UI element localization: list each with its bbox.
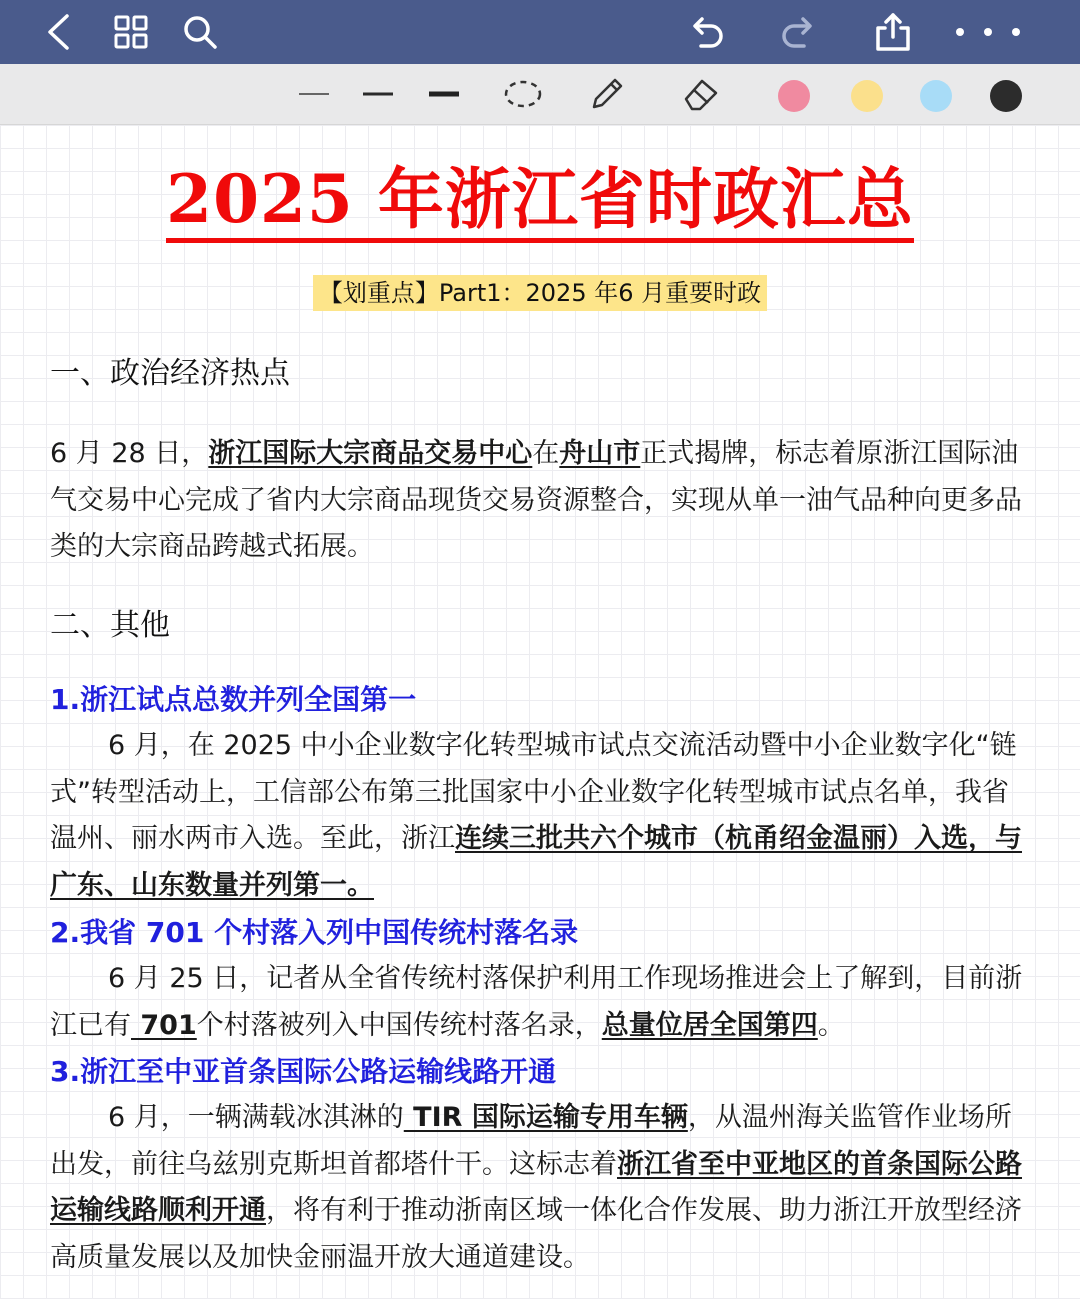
back-icon[interactable] [38, 12, 78, 52]
pink-color-swatch[interactable] [778, 80, 810, 112]
item3-title: 3.浙江至中亚首条国际公路运输线路开通 [50, 1055, 557, 1088]
document-title: 2025 年浙江省时政汇总 [0, 160, 1080, 238]
yellow-color-swatch[interactable] [851, 80, 883, 112]
grid-icon[interactable] [111, 12, 151, 52]
black-color-swatch[interactable] [990, 80, 1022, 112]
drawing-toolbar [0, 64, 1080, 125]
item2-paragraph: 6 月 25 日，记者从全省传统村落保护利用工作现场推进会上了解到，目前浙江已有 701个村落被列入中国传统村落名录，总量位居全国第四。 [50, 963, 1023, 1041]
medium-line-icon[interactable] [362, 74, 394, 114]
top-navigation-bar [0, 0, 1080, 64]
section1-heading: 一、政治经济热点 [50, 356, 290, 391]
note-page[interactable] [0, 125, 1080, 1299]
item1-paragraph: 6 月，在 2025 中小企业数字化转型城市试点交流活动暨中小企业数字化“链式”转型活动上，工信部公布第三批国家中小企业数字化转型城市试点名单，我省温州、丽水两市入选。至此，浙江连续三批共六个城市（杭甬绍金温丽）入选，与广东、山东数量并列第一。 [50, 730, 1022, 901]
eraser-icon[interactable] [680, 74, 722, 114]
highlighted-subtitle: 【划重点】Part1：2025 年6 月重要时政 [313, 275, 767, 311]
lasso-icon[interactable] [502, 74, 544, 114]
section2-heading: 二、其他 [50, 608, 170, 643]
undo-icon[interactable] [686, 12, 726, 52]
thick-line-icon[interactable] [428, 74, 460, 114]
item2-title: 2.我省 701 个村落入列中国传统村落名录 [50, 916, 579, 949]
search-icon[interactable] [180, 12, 220, 52]
more-icon[interactable] [952, 12, 1024, 52]
pencil-icon[interactable] [586, 74, 628, 114]
redo-icon[interactable] [779, 12, 819, 52]
blue-color-swatch[interactable] [920, 80, 952, 112]
item3-paragraph: 6 月，一辆满载冰淇淋的 TIR 国际运输专用车辆，从温州海关监管作业场所出发，前往乌兹别克斯坦首都塔什干。这标志着浙江省至中亚地区的首条国际公路运输线路顺利开通，将有利于推动浙南区域一体化合作发展、助力浙江开放型经济高质量发展以及加快金丽温开放大通道建设。 [50, 1102, 1022, 1273]
section1-paragraph: 6 月 28 日，浙江国际大宗商品交易中心在舟山市正式揭牌，标志着原浙江国际油气交易中心完成了省内大宗商品现货交易资源整合，实现从单一油气品种向更多品类的大宗商品跨越式拓展。 [50, 438, 1022, 562]
thin-line-icon[interactable] [298, 74, 330, 114]
share-icon[interactable] [873, 12, 913, 52]
item1-title: 1.浙江试点总数并列全国第一 [50, 683, 417, 716]
